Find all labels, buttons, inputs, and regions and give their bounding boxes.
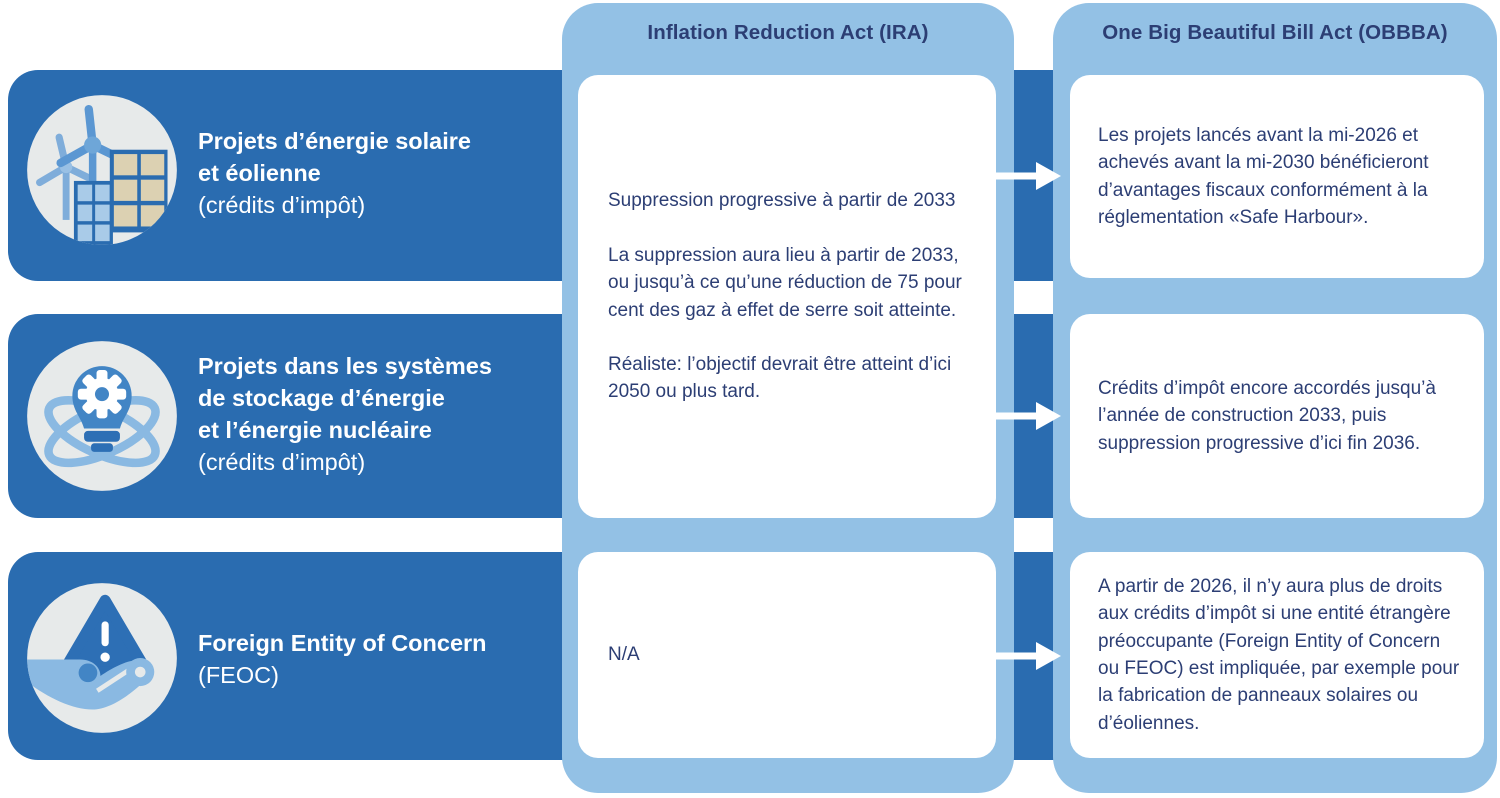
- obbba-cell-feoc: [1070, 552, 1484, 758]
- row-label-feoc: [198, 628, 487, 692]
- solar-panel-tan: [110, 150, 168, 233]
- row-title-line: Projets d’énergie solaire: [198, 128, 471, 154]
- solar-panel-blue: [74, 181, 113, 247]
- right-arrow-icon: [984, 636, 1066, 676]
- row-title-line: et éolienne: [198, 159, 321, 186]
- ira-paragraph: Suppression progressive à partir de 2033: [608, 190, 956, 212]
- ira-paragraph: Réaliste: l’objectif devrait être atteint d’ici 2050 ou plus tard.: [608, 353, 952, 403]
- column-obbba: [1053, 3, 1497, 793]
- ira-cell-feoc: [578, 552, 996, 758]
- obbba-paragraph: Crédits d’impôt encore accordés jusqu’à l’année de construction 2033, puis suppression progressive d’ici fin 2036.: [1098, 377, 1436, 454]
- wind-solar-icon: [24, 92, 180, 248]
- row-title-line: Foreign Entity of Concern: [198, 630, 487, 656]
- column-ira: [562, 3, 1014, 793]
- ira-paragraph: La suppression aura lieu à partir de 2033, ou jusqu’à ce qu’une réduction de 75 pour cent des gaz à effet de serre soit atteinte.: [608, 244, 962, 321]
- column-header-ira: Inflation Reduction Act (IRA): [647, 21, 929, 44]
- ira-cell-solar-storage: [578, 75, 996, 518]
- row-subtitle: (crédits d’impôt): [198, 191, 366, 218]
- obbba-cell-solar-wind: [1070, 75, 1484, 278]
- row-subtitle: (FEOC): [198, 661, 279, 688]
- row-label-solar-wind: [198, 126, 471, 222]
- obbba-paragraph: A partir de 2026, il n’y aura plus de droits aux crédits d’impôt si une entité étrangère préoccupante (Foreign Entity of Concern ou FEOC) est impliquée, par exemple pour la fabrication de panneaux solaires ou d’éoliennes.: [1098, 575, 1460, 734]
- row-subtitle: (crédits d’impôt): [198, 448, 366, 475]
- feoc-hand-warning-icon: [24, 580, 180, 736]
- row-label-storage-nuclear: [198, 351, 492, 479]
- row-title-line: Projets dans les systèmes: [198, 353, 492, 379]
- energy-storage-nuclear-icon: [24, 338, 180, 494]
- obbba-paragraph: Les projets lancés avant la mi-2026 et achevés avant la mi-2030 bénéficieront d’avantages fiscaux conformément à la réglementation «Safe Harbour».: [1098, 124, 1429, 228]
- ira-paragraph: N/A: [608, 644, 640, 666]
- column-header-obbba: One Big Beautiful Bill Act (OBBBA): [1102, 21, 1448, 44]
- right-arrow-icon: [984, 396, 1066, 436]
- obbba-cell-storage-nuclear: [1070, 314, 1484, 518]
- row-title-line: de stockage d’énergie: [198, 384, 445, 411]
- right-arrow-icon: [984, 156, 1066, 196]
- row-title-line: et l’énergie nucléaire: [198, 416, 432, 443]
